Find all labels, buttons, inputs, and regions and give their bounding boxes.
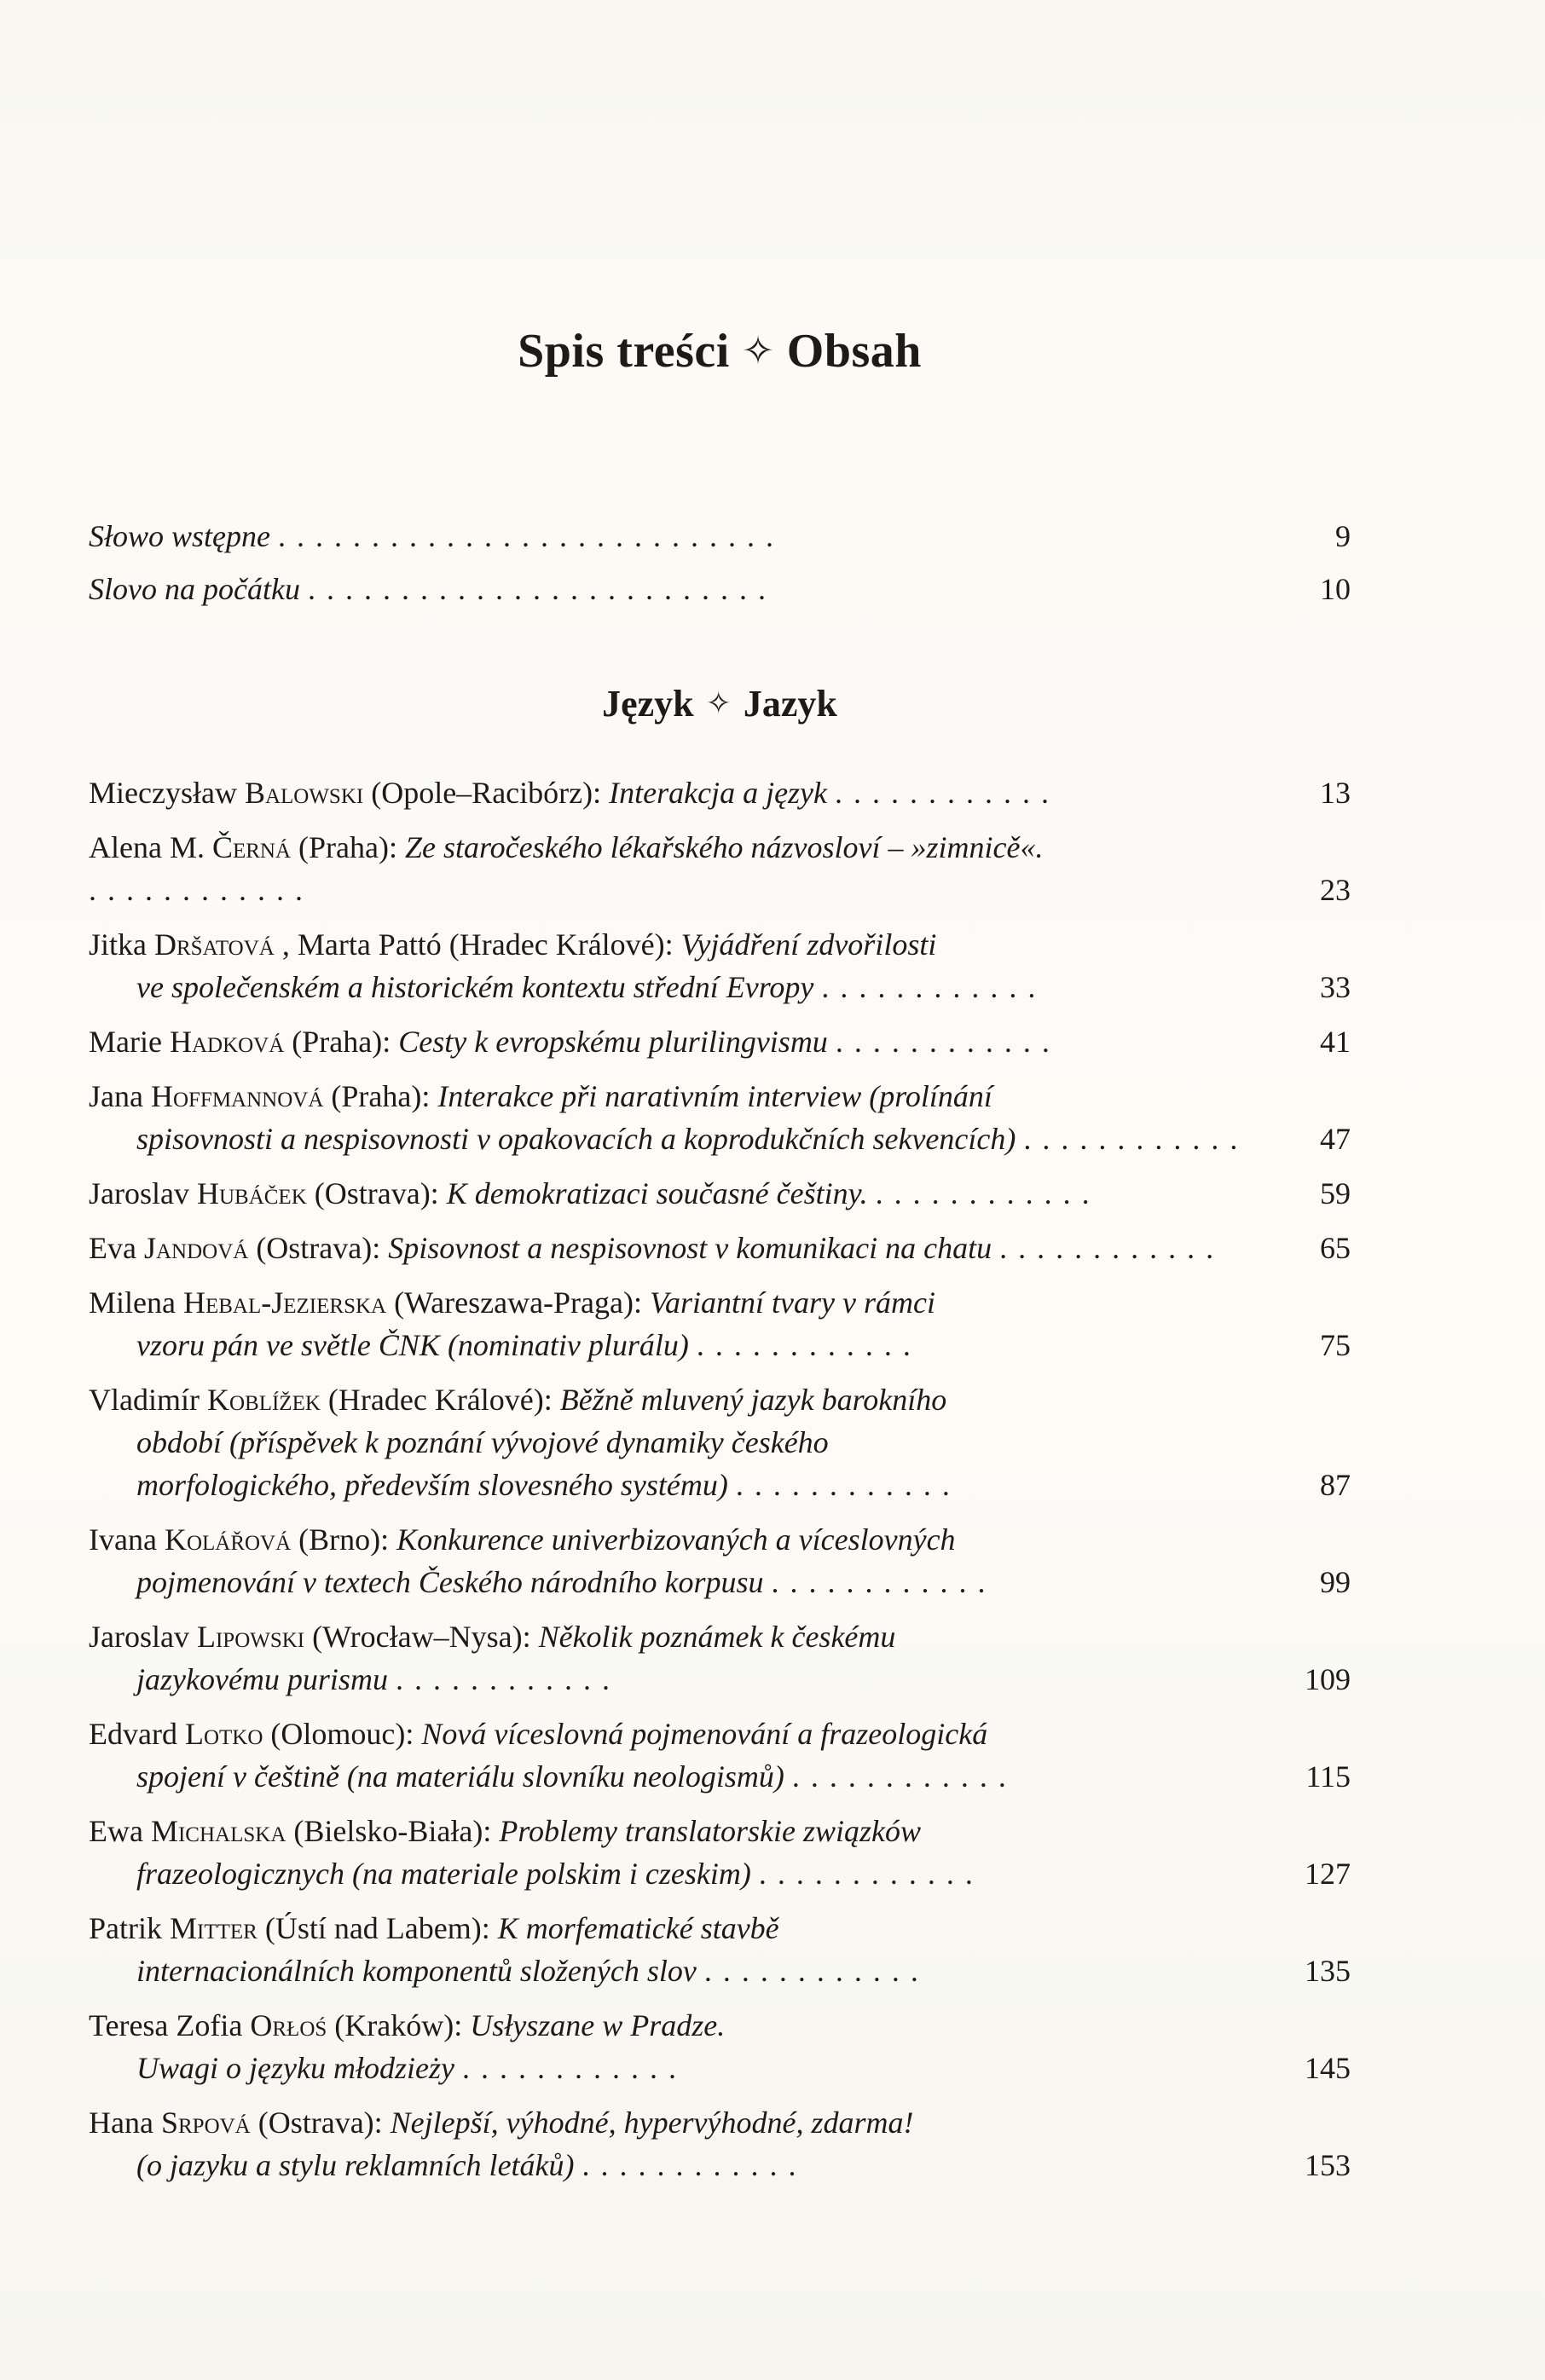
author-first-name: Milena (89, 1285, 176, 1320)
author-surname: Černá (211, 830, 292, 864)
author-affiliation: (Hradec Králové): (327, 1383, 553, 1417)
entry-continuation-line (89, 1421, 1265, 1464)
toc-entry (89, 1227, 1351, 1269)
dot-leader: ............ (758, 1857, 984, 1891)
diamond-separator-icon: ✧ (741, 329, 775, 373)
author-first-name: Hana (89, 2106, 153, 2140)
entry-continuation-line (89, 1852, 1265, 1895)
dot-leader: ............ (395, 1662, 621, 1696)
entry-title: Ze staročeského lékařského názvosloví – »zimnicě«. (405, 830, 1044, 864)
dot-leader: ............ (1023, 1122, 1249, 1156)
dot-leader: ............ (999, 1231, 1225, 1265)
entry-page-number: 9 (1335, 519, 1351, 553)
dot-leader: ............ (735, 1468, 961, 1502)
author-surname: Hebal-Jezierska (182, 1285, 387, 1320)
author-affiliation: (Wrocław–Nysa): (312, 1620, 531, 1654)
entry-page-number: 65 (1320, 1231, 1351, 1265)
section-title-czech: Jazyk (743, 683, 837, 725)
dot-leader: ............ (835, 776, 1061, 810)
author-surname: Balowski (244, 776, 364, 810)
entry-page-number: 153 (1305, 2148, 1351, 2182)
entry-title: Vyjádření zdvořilosti (680, 927, 937, 962)
author-surname: Koblížek (206, 1383, 321, 1417)
author-surname: Kolářová (164, 1522, 292, 1557)
section-title-polish: Język (602, 683, 694, 725)
toc-entry (89, 1075, 1351, 1160)
entry-title-continued: frazeologicznych (na materiale polskim i czeskim) (136, 1857, 751, 1891)
entry-title: Nová víceslovná pojmenování a frazeologická (421, 1717, 988, 1751)
dot-leader: ........................... (278, 519, 784, 553)
table-of-contents (89, 324, 1351, 2198)
author-first-name: Ivana (89, 1522, 157, 1557)
entry-page-number: 10 (1320, 572, 1351, 606)
entry-page-number: 109 (1305, 1662, 1351, 1696)
dot-leader: ............ (771, 1565, 997, 1599)
entry-page-number: 23 (1320, 873, 1351, 907)
entry-title: Interakcja a język (609, 776, 828, 810)
dot-leader: ............ (696, 1328, 922, 1362)
entry-title: K morfematické stavbě (497, 1911, 779, 1945)
entry-continuation-line (89, 966, 1265, 1008)
dot-leader: ............ (703, 1954, 929, 1988)
author-first-name: Ewa (89, 1814, 143, 1848)
entry-page-number: 75 (1320, 1328, 1351, 1362)
author-first-name: Jana (89, 1079, 143, 1113)
entry-continuation-line (89, 1118, 1265, 1160)
author-surname: Michalska (150, 1814, 286, 1848)
page-title (89, 324, 1351, 378)
entry-continuation-line (89, 1324, 1265, 1366)
toc-entry (89, 1281, 1351, 1366)
entry-line (89, 771, 1265, 814)
author-surname: Hadková (169, 1025, 285, 1059)
dot-leader: ............ (89, 873, 314, 907)
entry-line (89, 1227, 1265, 1269)
dot-leader: ............ (791, 1759, 1017, 1794)
entry-line (89, 1020, 1265, 1063)
entry-title: Konkurence univerbizovaných a víceslovných (396, 1522, 956, 1557)
author-affiliation: (Praha): (292, 1025, 391, 1059)
author-affiliation: (Opole–Racibórz): (371, 776, 602, 810)
author-affiliation: , Marta Pattó (Hradec Králové): (281, 927, 674, 962)
entry-title: Několik poznámek k českému (538, 1620, 896, 1654)
entry-title: Interakce při narativním interview (prolínání (437, 1079, 992, 1113)
author-first-name: Jitka (89, 927, 147, 962)
author-first-name: Teresa Zofia (89, 2008, 243, 2042)
entry-page-number: 87 (1320, 1468, 1351, 1502)
author-affiliation: (Olomouc): (270, 1717, 414, 1751)
dot-leader: ............ (821, 970, 1047, 1004)
author-affiliation: (Praha): (331, 1079, 431, 1113)
entry-line (89, 1713, 1265, 1755)
toc-entry (89, 568, 1351, 610)
author-first-name: Vladimír (89, 1383, 200, 1417)
author-first-name: Jaroslav (89, 1176, 189, 1210)
entry-continuation-line (89, 1464, 1265, 1506)
toc-entry (89, 1172, 1351, 1215)
entry-line (89, 1907, 1265, 1950)
section-heading (89, 682, 1351, 725)
entry-title-continued: období (příspěvek k poznání vývojové dynamiky českého (136, 1425, 829, 1459)
entry-page-number: 33 (1320, 970, 1351, 1004)
author-first-name: Patrik (89, 1911, 162, 1945)
title-czech: Obsah (786, 325, 922, 378)
entry-line (89, 923, 1265, 966)
entry-continuation-line (89, 2144, 1265, 2186)
entry-line (89, 826, 1265, 911)
entry-page-number: 13 (1320, 776, 1351, 810)
entry-title: K demokratizaci současné češtiny. (446, 1176, 868, 1210)
dot-leader: ............ (875, 1176, 1101, 1210)
author-affiliation: (Bielsko-Biała): (293, 1814, 492, 1848)
toc-entry (89, 1615, 1351, 1701)
author-first-name: Alena M. (89, 830, 205, 864)
dot-leader: ............ (835, 1025, 1061, 1059)
toc-entry (89, 1020, 1351, 1063)
entry-title-continued: jazykovému purismu (136, 1662, 388, 1696)
entry-page-number: 135 (1305, 1954, 1351, 1988)
entry-title: Variantní tvary v rámci (650, 1285, 935, 1320)
author-surname: Hubáček (196, 1176, 307, 1210)
dot-leader: ............ (582, 2148, 807, 2182)
entry-title-continued: spojení v češtině (na materiálu slovníku neologismů) (136, 1759, 784, 1794)
entry-line (89, 1172, 1265, 1215)
author-surname: Jandová (143, 1231, 249, 1265)
author-surname: Mitter (170, 1911, 258, 1945)
entry-page-number: 145 (1305, 2051, 1351, 2085)
toc-entry (89, 1378, 1351, 1506)
dot-leader: ......................... (307, 572, 777, 606)
toc-entry (89, 515, 1351, 557)
entry-title: Spisovnost a nespisovnost v komunikaci na chatu (388, 1231, 992, 1265)
entry-page-number: 127 (1305, 1857, 1351, 1891)
diamond-separator-icon: ✧ (705, 686, 732, 720)
entry-title: Nejlepší, výhodné, hypervýhodné, zdarma! (390, 2106, 914, 2140)
author-surname: Lipowski (196, 1620, 305, 1654)
author-affiliation: (Ostrava): (256, 1231, 381, 1265)
author-first-name: Mieczysław (89, 776, 237, 810)
toc-entry (89, 1907, 1351, 1992)
entry-title-continued: ve společenském a historickém kontextu střední Evropy (136, 970, 814, 1004)
entry-title: Usłyszane w Pradze. (470, 2008, 726, 2042)
entry-line (89, 1810, 1265, 1852)
author-first-name: Eva (89, 1231, 136, 1265)
entry-line (89, 1281, 1265, 1324)
author-first-name: Marie (89, 1025, 162, 1059)
author-affiliation: (Ústí nad Labem): (264, 1911, 490, 1945)
entry-page-number: 47 (1320, 1122, 1351, 1156)
entry-title: Slovo na počátku (89, 572, 300, 606)
entry-line (89, 1615, 1265, 1658)
entry-title-continued: (o jazyku a stylu reklamních letáků) (136, 2148, 575, 2182)
toc-entry (89, 1810, 1351, 1895)
author-affiliation: (Kraków): (334, 2008, 463, 2042)
author-first-name: Jaroslav (89, 1620, 189, 1654)
entry-title: Cesty k evropskému plurilingvismu (398, 1025, 828, 1059)
entry-title-continued: vzoru pán ve světle ČNK (nominativ plurálu) (136, 1328, 689, 1362)
entry-line (89, 515, 1265, 557)
toc-entry (89, 2004, 1351, 2089)
entry-line (89, 1378, 1265, 1421)
entry-continuation-line (89, 1561, 1265, 1603)
author-surname: Lotko (184, 1717, 263, 1751)
author-affiliation: (Ostrava): (314, 1176, 439, 1210)
toc-entry (89, 1518, 1351, 1603)
entry-page-number: 41 (1320, 1025, 1351, 1059)
intro-list (89, 515, 1351, 610)
toc-entry (89, 1713, 1351, 1798)
author-affiliation: (Brno): (298, 1522, 390, 1557)
entry-page-number: 59 (1320, 1176, 1351, 1210)
title-polish: Spis treści (518, 325, 730, 378)
entry-title: Słowo wstępne (89, 519, 270, 553)
author-surname: Hoffmannová (150, 1079, 324, 1113)
entry-page-number: 115 (1305, 1759, 1351, 1794)
entry-title-continued: Uwagi o języku młodzieży (136, 2051, 454, 2085)
dot-leader: ............ (461, 2051, 687, 2085)
toc-entry (89, 771, 1351, 814)
entry-line (89, 568, 1265, 610)
entry-title-continued: spisovnosti a nespisovnosti v opakovacích a koprodukčních sekvencích) (136, 1122, 1016, 1156)
entry-line (89, 2004, 1265, 2047)
entry-line (89, 1518, 1265, 1561)
author-affiliation: (Wareszawa-Praga): (394, 1285, 642, 1320)
author-affiliation: (Ostrava): (258, 2106, 383, 2140)
author-surname: Dršatová (154, 927, 275, 962)
entry-title-continued: morfologického, především slovesného systému) (136, 1468, 728, 1502)
entry-title-continued: internacionálních komponentů složených slov (136, 1954, 697, 1988)
author-affiliation: (Praha): (298, 830, 397, 864)
entry-continuation-line (89, 1755, 1265, 1798)
toc-entry (89, 923, 1351, 1008)
toc-entry (89, 826, 1351, 911)
author-first-name: Edvard (89, 1717, 177, 1751)
entry-continuation-line (89, 1658, 1265, 1701)
entry-line (89, 1075, 1265, 1118)
toc-entry (89, 2101, 1351, 2186)
entry-continuation-line (89, 1950, 1265, 1992)
entry-title: Běžně mluvený jazyk barokního (559, 1383, 947, 1417)
entry-continuation-line (89, 2047, 1265, 2089)
entry-title: Problemy translatorskie związków (499, 1814, 921, 1848)
author-surname: Srpová (160, 2106, 251, 2140)
entry-line (89, 2101, 1265, 2144)
section-entries-list (89, 771, 1351, 2186)
author-surname: Orłoś (250, 2008, 327, 2042)
entry-page-number: 99 (1320, 1565, 1351, 1599)
entry-title-continued: pojmenování v textech Českého národního korpusu (136, 1565, 764, 1599)
